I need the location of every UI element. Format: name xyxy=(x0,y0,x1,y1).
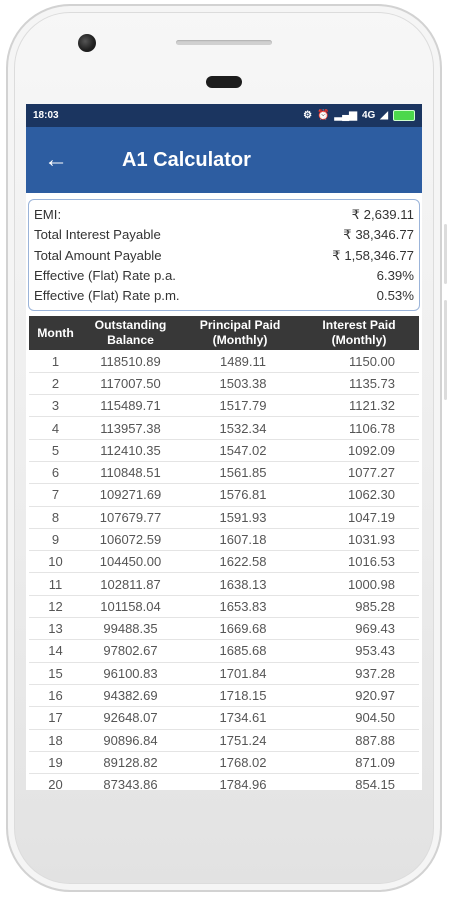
summary-row xyxy=(34,225,414,245)
cell-interest-paid: 969.43 xyxy=(355,621,395,637)
cell-month: 20 xyxy=(48,777,63,790)
cell-interest-paid: 1121.32 xyxy=(348,398,395,414)
volume-button xyxy=(444,300,447,400)
cell-principal-paid: 1607.18 xyxy=(219,532,267,547)
cell-principal-paid: 1489.11 xyxy=(219,353,267,369)
summary-label: Effective (Flat) Rate p.m. xyxy=(34,288,180,304)
cell-month: 6 xyxy=(51,465,60,481)
cell-interest-paid: 985.28 xyxy=(355,598,395,614)
cell-interest-paid: 1031.93 xyxy=(348,532,395,547)
table-row xyxy=(29,707,419,729)
earpiece xyxy=(206,76,242,88)
cell-interest-paid: 871.09 xyxy=(355,754,395,770)
cell-interest-paid: 904.50 xyxy=(355,710,395,726)
cell-interest-paid: 1106.78 xyxy=(348,420,395,436)
settings-icon: ⚙ xyxy=(303,110,313,121)
cell-interest-paid: 953.43 xyxy=(355,643,395,659)
status-bar xyxy=(26,104,422,127)
table-row xyxy=(29,774,419,790)
cell-principal-paid: 1503.38 xyxy=(219,375,267,391)
table-row xyxy=(29,618,419,640)
power-button xyxy=(444,224,447,284)
cell-principal-paid: 1638.13 xyxy=(219,576,267,592)
summary-value: 0.53% xyxy=(376,288,414,304)
cell-interest-paid: 887.88 xyxy=(355,732,395,748)
cell-interest-paid: 920.97 xyxy=(355,688,395,704)
table-row xyxy=(29,529,419,551)
cell-principal-paid: 1768.02 xyxy=(219,754,267,770)
cell-interest-paid: 1047.19 xyxy=(348,509,395,525)
table-row xyxy=(29,663,419,685)
cell-interest-paid: 1135.73 xyxy=(348,375,395,391)
cell-month: 11 xyxy=(48,576,63,592)
cell-interest-paid: 937.28 xyxy=(355,665,395,681)
cell-interest-paid: 1000.98 xyxy=(348,576,395,592)
app-bar xyxy=(26,127,422,193)
table-row xyxy=(29,484,419,506)
cell-outstanding-balance: 112410.35 xyxy=(100,442,161,458)
signal-icon: ▂▄▆ xyxy=(334,110,357,121)
cell-month: 12 xyxy=(48,598,63,614)
cell-principal-paid: 1517.79 xyxy=(219,398,267,414)
cell-principal-paid: 1561.85 xyxy=(219,465,267,481)
cell-principal-paid: 1734.61 xyxy=(219,710,267,726)
summary-value: 6.39% xyxy=(376,267,414,283)
cell-principal-paid: 1669.68 xyxy=(219,621,267,637)
table-row xyxy=(29,440,419,462)
cell-month: 19 xyxy=(48,754,63,770)
cell-outstanding-balance: 113957.38 xyxy=(100,420,161,436)
cell-outstanding-balance: 104450.00 xyxy=(99,554,162,570)
cell-month: 9 xyxy=(51,532,60,547)
summary-value: ₹ 1,58,346.77 xyxy=(332,247,414,263)
cell-principal-paid: 1701.84 xyxy=(219,665,267,681)
summary-card xyxy=(28,199,420,311)
cell-outstanding-balance: 92648.07 xyxy=(103,710,158,726)
cell-month: 14 xyxy=(48,643,63,659)
table-row xyxy=(29,752,419,774)
header-outstanding-balance: Outstanding Balance xyxy=(94,318,167,348)
cell-month: 18 xyxy=(48,732,63,748)
table-row xyxy=(29,462,419,484)
alarm-icon: ⏰ xyxy=(317,110,330,121)
front-camera xyxy=(78,34,96,52)
cell-outstanding-balance: 90896.84 xyxy=(103,732,158,748)
cell-principal-paid: 1784.96 xyxy=(219,777,267,790)
summary-label: EMI: xyxy=(34,207,62,222)
status-icons xyxy=(303,110,415,121)
cell-principal-paid: 1622.58 xyxy=(219,554,267,570)
cell-outstanding-balance: 115489.71 xyxy=(100,398,161,414)
cell-outstanding-balance: 89128.82 xyxy=(103,754,158,770)
cell-principal-paid: 1576.81 xyxy=(219,487,267,503)
header-interest-paid: Interest Paid (Monthly) xyxy=(322,318,396,348)
cell-month: 10 xyxy=(48,554,63,570)
cell-principal-paid: 1532.34 xyxy=(219,420,267,436)
summary-row xyxy=(34,246,414,266)
arrow-left-icon[interactable]: ← xyxy=(44,146,68,173)
screen xyxy=(26,104,422,790)
cell-interest-paid: 1062.30 xyxy=(348,487,395,503)
cell-principal-paid: 1591.93 xyxy=(219,509,267,525)
table-row xyxy=(29,507,419,529)
cell-principal-paid: 1685.68 xyxy=(219,643,267,659)
summary-label: Total Amount Payable xyxy=(34,247,162,263)
cell-month: 1 xyxy=(51,353,60,369)
cell-principal-paid: 1547.02 xyxy=(219,442,267,458)
cell-outstanding-balance: 109271.69 xyxy=(99,487,162,503)
cell-interest-paid: 1077.27 xyxy=(348,465,395,481)
table-row xyxy=(29,395,419,417)
table-row xyxy=(29,640,419,662)
table-header xyxy=(29,316,419,350)
cell-outstanding-balance: 117007.50 xyxy=(100,375,161,391)
table-row xyxy=(29,685,419,707)
cell-outstanding-balance: 97802.67 xyxy=(103,643,158,659)
summary-value: ₹ 38,346.77 xyxy=(343,227,414,243)
cell-month: 4 xyxy=(51,420,60,436)
cell-principal-paid: 1718.15 xyxy=(219,688,267,704)
header-month: Month xyxy=(37,325,74,340)
cell-outstanding-balance: 102811.87 xyxy=(100,576,161,592)
table-row xyxy=(29,730,419,752)
cell-month: 3 xyxy=(51,398,60,414)
table-row xyxy=(29,373,419,395)
summary-label: Total Interest Payable xyxy=(34,227,161,243)
table-row xyxy=(29,596,419,618)
top-speaker-grille xyxy=(176,40,272,45)
cell-interest-paid: 1150.00 xyxy=(348,353,395,369)
cell-month: 17 xyxy=(48,710,63,726)
cell-principal-paid: 1751.24 xyxy=(219,732,267,748)
cell-interest-paid: 1092.09 xyxy=(348,442,395,458)
cell-outstanding-balance: 101158.04 xyxy=(100,598,161,614)
cell-month: 15 xyxy=(48,665,63,681)
cell-month: 13 xyxy=(48,621,63,637)
summary-value: ₹ 2,639.11 xyxy=(351,207,414,222)
cell-principal-paid: 1653.83 xyxy=(219,598,267,614)
header-principal-paid: Principal Paid (Monthly) xyxy=(199,318,281,348)
cell-month: 7 xyxy=(51,487,60,503)
cell-interest-paid: 1016.53 xyxy=(348,554,395,570)
summary-row xyxy=(34,286,414,306)
cell-outstanding-balance: 99488.35 xyxy=(103,621,158,637)
summary-row xyxy=(34,266,414,286)
cell-outstanding-balance: 96100.83 xyxy=(103,665,158,681)
cell-outstanding-balance: 87343.86 xyxy=(103,777,158,790)
cell-outstanding-balance: 118510.89 xyxy=(100,353,161,369)
cell-month: 2 xyxy=(51,375,60,391)
wifi-icon: ◢ xyxy=(380,110,388,121)
cell-outstanding-balance: 106072.59 xyxy=(99,532,162,547)
table-row xyxy=(29,573,419,595)
battery-icon xyxy=(393,110,415,121)
cell-interest-paid: 854.15 xyxy=(355,777,395,790)
summary-label: Effective (Flat) Rate p.a. xyxy=(34,267,176,283)
table-row xyxy=(29,417,419,439)
cell-month: 5 xyxy=(51,442,60,458)
table-row xyxy=(29,551,419,573)
network-type: 4G xyxy=(361,110,376,121)
summary-row xyxy=(34,205,414,225)
cell-outstanding-balance: 107679.77 xyxy=(99,509,162,525)
status-time: 18:03 xyxy=(33,110,59,121)
cell-outstanding-balance: 110848.51 xyxy=(100,465,161,481)
table-row xyxy=(29,350,419,372)
app-title: A1 Calculator xyxy=(122,148,251,171)
cell-month: 8 xyxy=(51,509,60,525)
cell-outstanding-balance: 94382.69 xyxy=(103,688,158,704)
schedule-table-body[interactable] xyxy=(29,350,419,790)
cell-month: 16 xyxy=(48,688,63,704)
